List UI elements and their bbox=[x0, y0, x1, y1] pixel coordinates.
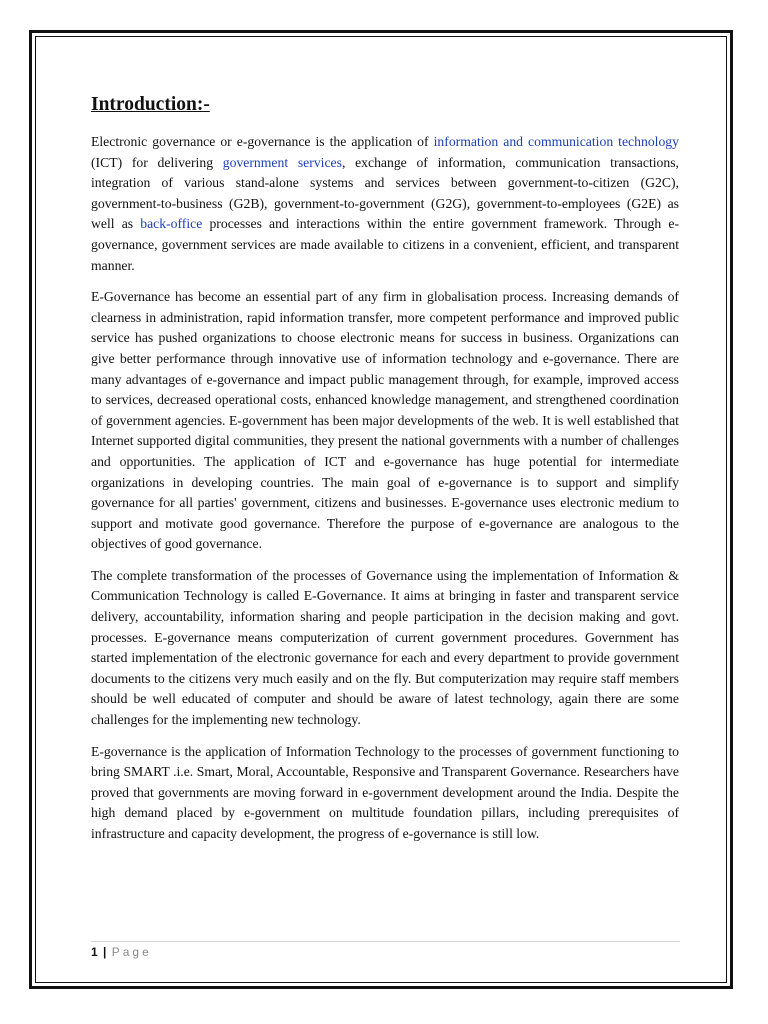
page-footer bbox=[91, 944, 152, 960]
paragraph-4: E-governance is the application of Information Technology to the processes of government functioning to bring SMART .i.e. Smart, Moral, Accountable, Responsive and Transparent Governance. Researchers have proved that governments are moving forward in e-government development around the India. Despite the high demand placed by e-government on multitude foundation pillars, including prerequisites of infrastructure and capacity development, the progress of e-governance is still low. bbox=[91, 743, 679, 841]
section-heading: Introduction:- bbox=[91, 94, 210, 115]
link-ict[interactable]: information and communication technology bbox=[433, 134, 679, 149]
paragraph-2: E-Governance has become an essential part of any firm in globalisation process. Increasing demands of clearness in administration, rapid information transfer, more competent performance and improved public service has pushed organizations to choose electronic means for success in business. Organizations can give better performance through innovative use of information technology and e-governance. There are many advantages of e-governance and impact public management through, for example, improved access to services, decreased operational costs, enhanced knowledge management, and strengthened coordination of government agencies. E-government has been major developments of the web. It is well established that Internet supported digital communities, they present the national governments with a number of challenges and opportunities. The application of ICT and e-governance has huge potential for intermediate organizations in developing countries. The main goal of e-governance is to support and simplify governance for all parties' government, citizens and businesses. E-governance uses electronic medium to support and motivate good governance. Therefore the purpose of e-governance are analogous to the objectives of good governance. bbox=[91, 289, 679, 552]
paragraph-1-text: processes and interactions within the entire government framework. Through e-governance, government services are made available to citizens in a convenient, efficient, and transparent manner. bbox=[91, 216, 679, 273]
paragraph-1-text: Electronic governance or e-governance is the application of bbox=[91, 134, 434, 149]
link-government-services[interactable]: government services bbox=[222, 154, 342, 170]
paragraph-1-text: (ICT) for delivering bbox=[91, 154, 223, 170]
paragraph-1-text: , exchange of information, communication transactions, integration of various stand-alone systems and services between government-to-citizen (G2C), government-to-business (G2B), government-to-government (G2G), government-to-employees (G2E) as well as bbox=[91, 154, 679, 232]
link-back-office[interactable]: back-office bbox=[140, 216, 203, 232]
page-label: Page bbox=[111, 945, 152, 959]
footer-separator: | bbox=[103, 945, 107, 959]
document-body bbox=[91, 92, 679, 856]
paragraph-1 bbox=[91, 132, 679, 276]
page-number: 1 bbox=[91, 945, 98, 959]
footer-divider bbox=[91, 941, 680, 942]
paragraph-3: The complete transformation of the processes of Governance using the implementation of Information & Communication Technology is called E-Governance. It aims at bringing in faster and transparent service delivery, accountability, information sharing and people participation in the decision making and govt. processes. E-governance means computerization of current government procedures. Government has started implementation of the electronic governance for each and every department to provide government documents to the citizens very much easily and on the fly. But computerization may require staff members should be well educated of computer and should be aware of latest technology, again there are some challenges for the implementing new technology. bbox=[91, 567, 679, 728]
